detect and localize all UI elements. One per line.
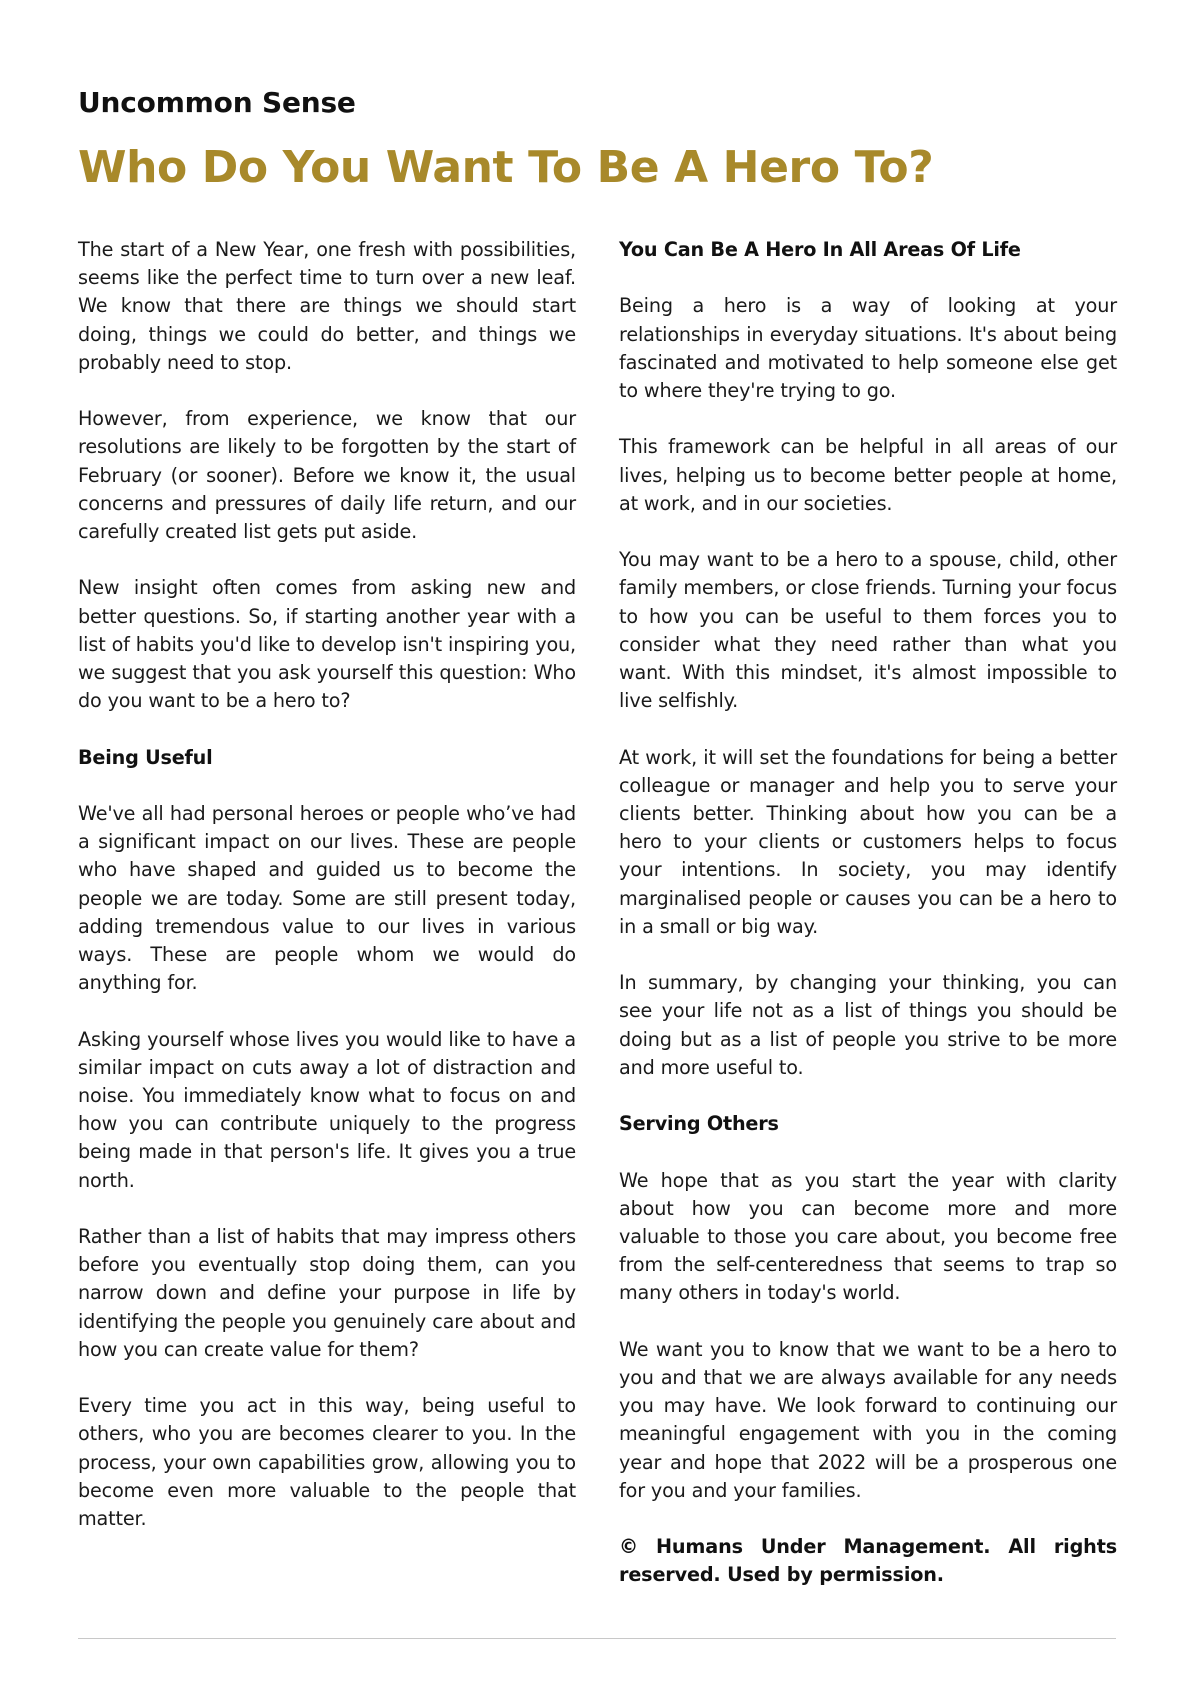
article-title: Who Do You Want To Be A Hero To? — [78, 142, 934, 193]
paragraph: We want you to know that we want to be a hero to you and that we are always available for any needs you may have. We look forward to continuing our meaningful engagement with you in the coming year and hope that 2022 will be a prosperous one for you and your families. — [619, 1337, 1117, 1502]
paragraph: Asking yourself whose lives you would like to have a similar impact on cuts away a lot of distraction and noise. You immediately know what to focus on and how you can contribute uniquely to the progress being made in that person's life. It gives you a true north. — [78, 1027, 576, 1192]
paragraph: We hope that as you start the year with clarity about how you can become more and more valuable to those you care about, you become free from the self-centeredness that seems to trap so many others in today's world. — [619, 1168, 1117, 1305]
paragraph: Rather than a list of habits that may impress others before you eventually stop doing them, can you narrow down and define your purpose in life by identifying the people you genuinely care about and how you can create value for them? — [78, 1225, 576, 1361]
right-column — [619, 236, 1117, 1618]
paragraph: However, from experience, we know that our resolutions are likely to be forgotten by the start of February (or sooner). Before we know it, the usual concerns and pressures of daily life return, and our carefully created list gets put aside. — [78, 407, 576, 544]
paragraph: This framework can be helpful in all areas of our lives, helping us to become better people at home, at work, and in our societies. — [619, 435, 1117, 515]
left-column — [78, 236, 576, 1561]
paragraph: At work, it will set the foundations for being a better colleague or manager and help you to serve your clients better. Thinking about how you can be a hero to your clients or customers helps to focus your intentions. In society, you may identify marginalised people or causes you can be a hero to in a small or big way. — [619, 745, 1117, 938]
paragraph: Every time you act in this way, being useful to others, who you are becomes clearer to you. In the process, your own capabilities grow, allowing you to become even more valuable to the people that matter. — [78, 1394, 576, 1531]
paragraph: We've all had personal heroes or people who’ve had a significant impact on our lives. These are people who have shaped and guided us to become the people we are today. Some are still present today, adding tremendous value to our lives in various ways. These are people whom we would do anything for. — [78, 802, 576, 995]
paragraph: New insight often comes from asking new and better questions. So, if starting another year with a list of habits you'd like to develop isn't inspiring you, we suggest that you ask yourself this question: Who do you want to be a hero to? — [78, 576, 576, 713]
section-heading-being-useful: Being Useful — [78, 745, 213, 769]
footer-divider — [78, 1638, 1116, 1639]
section-heading-serving-others: Serving Others — [619, 1112, 779, 1136]
paragraph: Being a hero is a way of looking at your relationships in everyday situations. It's about being fascinated and motivated to help someone else get to where they're trying to go. — [619, 294, 1117, 402]
paragraph: You may want to be a hero to a spouse, child, other family members, or close friends. Turning your focus to how you can be useful to them forces you to consider what they need rather than what you want. With this mindset, it's almost impossible to live selfishly. — [619, 548, 1117, 713]
section-heading-all-areas: You Can Be A Hero In All Areas Of Life — [619, 238, 1021, 261]
paragraph: In summary, by changing your thinking, you can see your life not as a list of things you should be doing but as a list of people you strive to be more and more useful to. — [619, 971, 1117, 1079]
section-kicker: Uncommon Sense — [78, 86, 356, 119]
paragraph: The start of a New Year, one fresh with possibilities, seems like the perfect time to turn over a new leaf. We know that there are things we should start doing, things we could do better, and things we probably need to stop. — [78, 238, 576, 374]
copyright-credit: © Humans Under Management. All rights reserved. Used by permission. — [619, 1535, 1117, 1587]
